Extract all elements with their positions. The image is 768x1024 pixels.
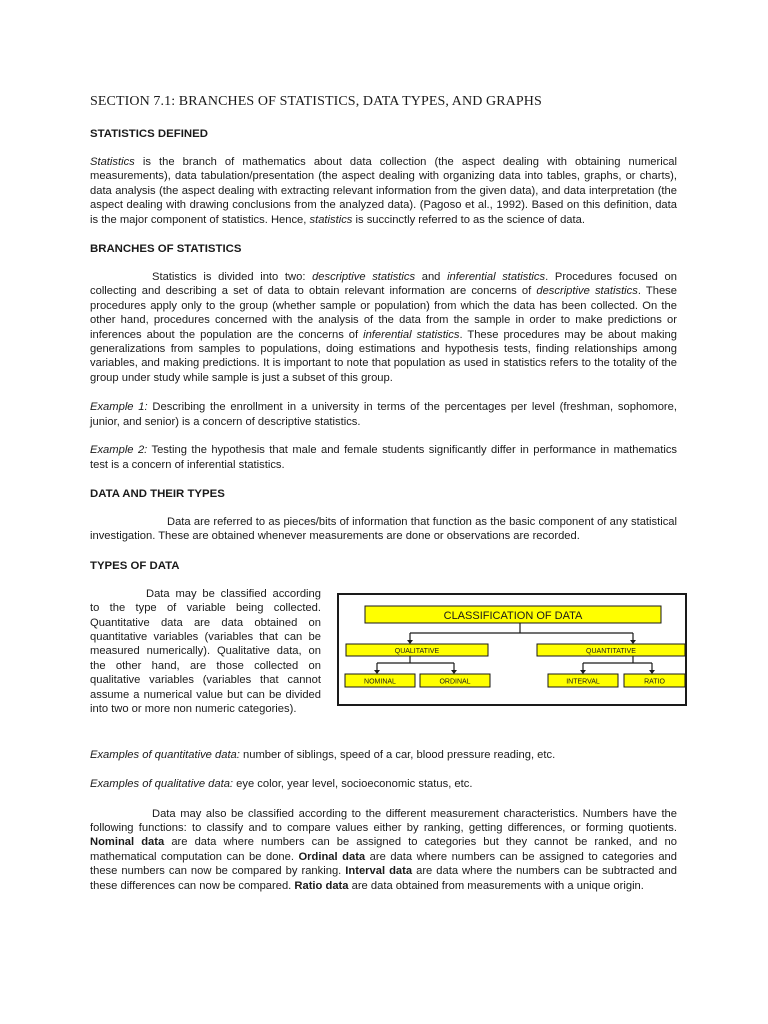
example-2	[90, 443, 677, 472]
classification-diagram	[337, 593, 687, 706]
text-span: are data where numbers can be assigned to categories and these numbers can now be compared by ranking.	[90, 850, 677, 878]
types-of-data-block	[90, 587, 677, 731]
heading-statistics-defined: STATISTICS DEFINED	[90, 128, 208, 140]
paragraph-branches	[90, 270, 677, 385]
term-nominal: Nominal data	[90, 836, 165, 849]
example-1-label: Example 1:	[90, 401, 148, 414]
nominal-label: NOMINAL	[364, 678, 396, 686]
term-descriptive-2: descriptive statistics	[536, 285, 638, 298]
text-span: Statistics is divided into two:	[152, 271, 313, 284]
qualitative-examples	[90, 777, 677, 791]
example-1-text: Describing the enrollment in a university in terms of the percentages per level (freshman, sophomore, junior, and senior) is a concern of descriptive statistics.	[90, 401, 677, 428]
example-2-label: Example 2:	[90, 444, 148, 457]
text-span: Data may also be classified according to the different measurement characteristics. Numbers have the following functions: to classify and to compare values either by ranking, getting differences, or forming quotients.	[90, 807, 677, 834]
quantitative-examples	[90, 748, 677, 762]
paragraph-types-of-data: Data may be classified according to the type of variable being collected. Quantitative data are data obtained on quantitative variables (variables that can be measured numerically). Qualitative data, on the other hand, are those collected on qualitative variables (variables that cannot assume a numerical value but can be divided into two or more non numeric categories).	[90, 587, 321, 715]
term-descriptive: descriptive statistics	[312, 271, 416, 284]
root-label: CLASSIFICATION OF DATA	[443, 609, 583, 622]
term-interval: Interval data	[345, 865, 413, 878]
term-inferential: inferential statistics	[447, 271, 546, 284]
qualitative-examples-label: Examples of qualitative data:	[90, 778, 234, 791]
interval-label: INTERVAL	[566, 678, 600, 686]
text-span: are data obtained from measurements with a unique origin.	[348, 879, 644, 892]
term-statistics-2: statistics	[309, 213, 353, 226]
paragraph-measurement-levels	[90, 807, 677, 893]
text-span: . These procedures apply only to the group (whether sample or population) from which the data has been collected. On the other hand, procedures concerned with the analysis of the data from the sample in order to make predictions or inferences about the population are the concerns of	[90, 285, 677, 341]
ordinal-label: ORDINAL	[439, 678, 471, 686]
qualitative-label: QUALITATIVE	[394, 647, 440, 655]
term-ordinal: Ordinal data	[298, 850, 366, 863]
heading-data-types: DATA AND THEIR TYPES	[90, 487, 225, 500]
qualitative-examples-text: eye color, year level, socioeconomic status, etc.	[233, 778, 473, 791]
text-span: . These procedures may be about making generalizations from samples to populations, doing estimations and hypothesis tests, finding relationships among variables, and making predictions. It is important to note that population as used in statistics refers to the totality of the group under study while sample is just a subset of this group.	[90, 328, 677, 384]
document-page	[90, 94, 677, 907]
text-span: are data where numbers can be assigned to categories but they cannot be ranked, and no mathematical computation can be done.	[90, 836, 677, 863]
text-span: and	[415, 271, 448, 284]
text-span: is succinctly referred to as the science of data.	[352, 213, 585, 226]
heading-types-of-data: TYPES OF DATA	[90, 559, 180, 572]
paragraph-statistics-defined	[90, 155, 677, 227]
term-statistics: Statistics	[90, 156, 135, 168]
term-ratio: Ratio data	[294, 879, 349, 892]
quantitative-examples-label: Examples of quantitative data:	[90, 748, 240, 761]
text-span: . Procedures focused on collecting and describing a set of data to obtain relevant information are concerns of	[90, 271, 677, 298]
example-2-text: Testing the hypothesis that male and female students significantly differ in performance in mathematics test is a concern of inferential statistics.	[90, 444, 677, 471]
text-span: are data where the numbers can be subtracted and these differences can now be compared.	[90, 865, 677, 892]
quantitative-label: QUANTITATIVE	[586, 647, 636, 655]
example-1	[90, 400, 677, 429]
ratio-label: RATIO	[644, 678, 665, 686]
section-title: SECTION 7.1: BRANCHES OF STATISTICS, DATA TYPES, AND GRAPHS	[90, 94, 542, 109]
term-inferential-2: inferential statistics	[363, 328, 460, 341]
heading-branches: BRANCHES OF STATISTICS	[90, 243, 242, 256]
text-span: is the branch of mathematics about data collection (the aspect dealing with obtaining numerical measurements), data tabulation/presentation (the aspect dealing with organizing data into tables, graphs, or charts), data analysis (the aspect dealing with extracting relevant information from the given data), and data interpretation (the aspect dealing with drawing conclusions from the analyzed data). (Pagoso et al., 1992). Based on this definition, data is the major component of statistics. Hence,	[90, 156, 677, 226]
classification-diagram-svg	[339, 595, 685, 704]
quantitative-examples-text: number of siblings, speed of a car, blood pressure reading, etc.	[239, 748, 556, 761]
paragraph-data-types: Data are referred to as pieces/bits of information that function as the basic component of any statistical investigation. These are obtained whenever measurements are done or observations are recorded.	[90, 515, 677, 543]
